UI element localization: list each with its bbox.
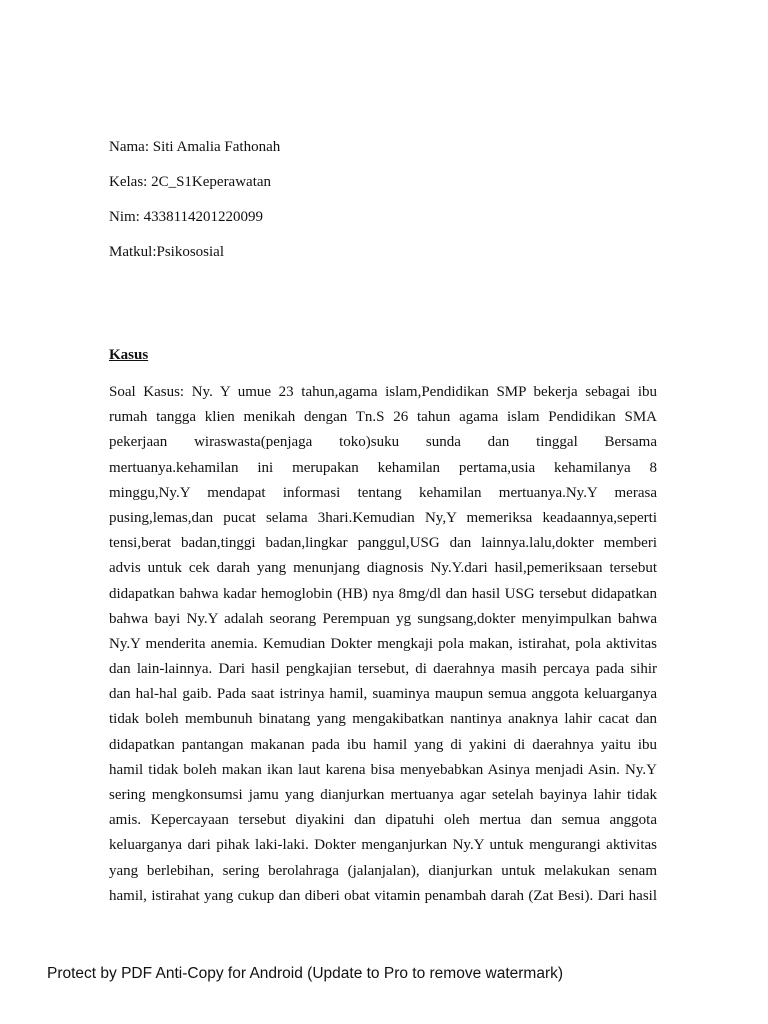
paragraph-line: yang berlebihan, sering berolahraga (jalanjalan), dianjurkan untuk melakukan senam: [109, 862, 657, 879]
student-class: Kelas: 2C_S1Keperawatan: [109, 174, 272, 190]
paragraph-line: minggu,Ny.Y mendapat informasi tentang kehamilan mertuanya.Ny.Y merasa: [109, 484, 657, 501]
paragraph-line: advis untuk cek darah yang menunjang diagnosis Ny.Y.dari hasil,pemeriksaan tersebut: [109, 560, 657, 577]
paragraph-line: tensi,berat badan,tinggi badan,lingkar panggul,USG dan lainnya.lalu,dokter memberi: [109, 535, 657, 552]
paragraph-line: sering mengkonsumsi jamu yang dianjurkan mertuanya agar setelah bayinya lahir tidak: [109, 787, 657, 803]
paragraph-line: hamil tidak boleh makan ikan laut karena bisa menyebabkan Asinya menjadi Asin. Ny.Y: [109, 761, 657, 778]
paragraph-line: dan lain-lainnya. Dari hasil pengkajian tersebut, di daerahnya masih percaya pada sihir: [109, 661, 657, 678]
paragraph-line: rumah tangga klien menikah dengan Tn.S 26 tahun agama islam Pendidikan SMA: [109, 409, 657, 426]
section-title: Kasus: [109, 347, 149, 363]
paragraph-line: keluarganya dari pihak laki-laki. Dokter menganjurkan Ny.Y untuk mengurangi aktivitas: [109, 837, 657, 854]
student-id: Nim: 4338114201220099: [109, 209, 264, 225]
paragraph-line: amis. Kepercayaan tersebut diyakini dan dipatuhi oleh mertua dan semua anggota: [109, 812, 657, 829]
paragraph-line: Ny.Y menderita anemia. Kemudian Dokter mengkaji pola makan, istirahat, pola aktivitas: [109, 635, 657, 652]
paragraph-line: pusing,lemas,dan pucat selama 3hari.Kemudian Ny,Y memeriksa keadaannya,seperti: [109, 509, 657, 526]
course-name: Matkul:Psikososial: [109, 244, 225, 260]
watermark-text: Protect by PDF Anti-Copy for Android (Update to Pro to remove watermark): [47, 965, 564, 982]
paragraph-line: bahwa bayi Ny.Y adalah seorang Perempuan yg sungsang,dokter menyimpulkan bahwa: [109, 610, 657, 627]
paragraph-line: didapatkan pantangan makanan pada ibu hamil yang di yakini di daerahnya yaitu ibu: [109, 736, 657, 753]
paragraph-line: dan hal-hal gaib. Pada saat istrinya hamil, suaminya maupun semua anggota keluarganya: [109, 686, 657, 703]
paragraph-line: didapatkan bahwa kadar hemoglobin (HB) nya 8mg/dl dan hasil USG tersebut didapatkan: [109, 585, 657, 602]
paragraph-line: mertuanya.kehamilan ini merupakan kehamilan pertama,usia kehamilanya 8: [109, 459, 657, 476]
paragraph-line: hamil, istirahat yang cukup dan diberi obat vitamin penambah darah (Zat Besi). Dari hasil: [109, 887, 657, 904]
case-paragraph: [109, 380, 657, 909]
paragraph-line: tidak boleh membunuh binatang yang mengakibatkan nantinya anaknya lahir cacat dan: [109, 711, 657, 728]
paragraph-line: Soal Kasus: Ny. Y umue 23 tahun,agama islam,Pendidikan SMP bekerja sebagai ibu: [109, 384, 657, 400]
paragraph-line: pekerjaan wiraswasta(penjaga toko)suku sunda dan tinggal Bersama: [109, 434, 657, 451]
student-name: Nama: Siti Amalia Fathonah: [109, 139, 281, 155]
